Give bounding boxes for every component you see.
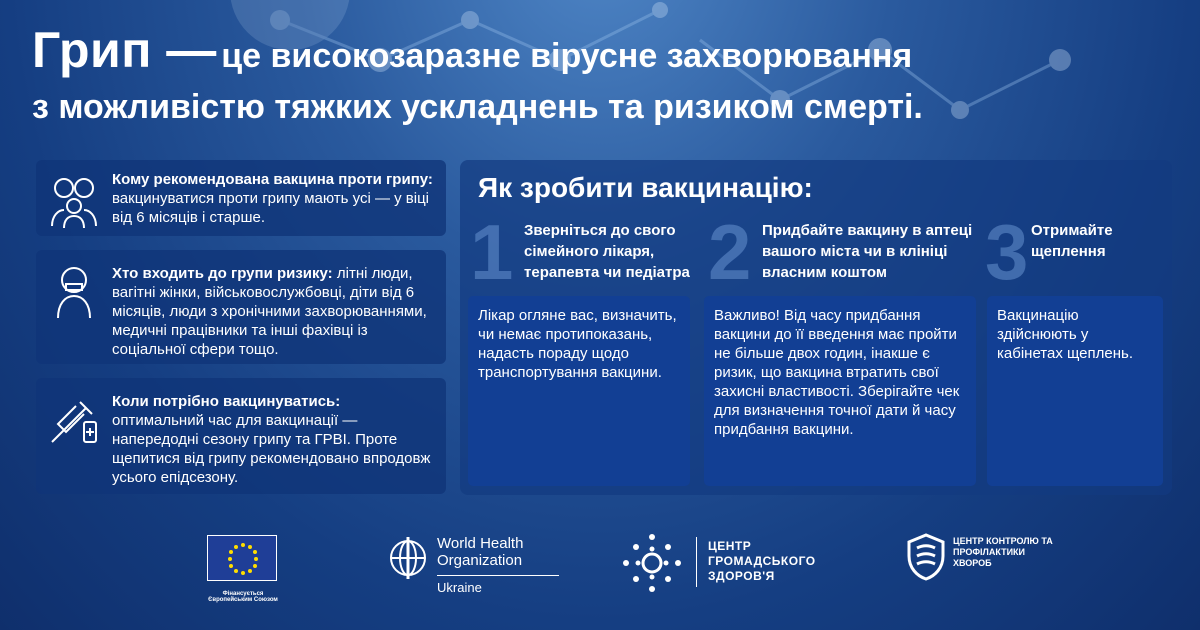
step-1-number: 1 (470, 208, 514, 296)
step-3-heading: Отримайте щеплення (1031, 222, 1113, 260)
syringe-icon (46, 388, 102, 448)
title-rest: це високозаразне вірусне захворювання (221, 37, 913, 75)
how-title: Як зробити вакцинацію: (478, 172, 813, 203)
card-when (36, 378, 446, 494)
who-name: World Health Organization (437, 535, 524, 569)
phc-name: ЦЕНТР ГРОМАДСЬКОГО ЗДОРОВ'Я (708, 539, 816, 583)
step-1-detail: Лікар огляне вас, визначить, чи немає протипоказань, надасть пораду щодо транспортування вакцини. (468, 296, 690, 486)
card-when-heading: Коли потрібно вакцинуватись: (112, 393, 341, 410)
step-3-detail: Вакцинацію здійснюють у кабінетах щеплень. (987, 296, 1163, 486)
step-1-heading: Зверніться до свого сімейного лікаря, терапевта чи педіатра (524, 222, 690, 281)
step-2-number: 2 (708, 208, 752, 296)
cdc-logo (905, 532, 1053, 587)
family-icon (46, 170, 102, 230)
phc-divider (696, 537, 697, 587)
eu-flag-logo (207, 535, 277, 581)
card-risk-group (36, 250, 446, 364)
step-2-heading: Придбайте вакцину в аптеці вашого міста чи в клініці власним коштом (762, 222, 973, 281)
phc-emblem-icon (620, 531, 684, 595)
risk-group-icon (46, 260, 102, 320)
phc-logo (620, 531, 816, 600)
step-3-number: 3 (985, 208, 1029, 296)
page-title (32, 22, 1172, 127)
cdc-name: ЦЕНТР КОНТРОЛЮ ТА ПРОФІЛАКТИКИ ХВОРОБ (953, 536, 1053, 568)
card-risk-heading: Хто входить до групи ризику: (112, 265, 337, 282)
who-country: Ukraine (437, 580, 482, 595)
who-divider (437, 575, 559, 576)
title-strong: Грип — (32, 22, 217, 78)
card-recommended-text: вакцинуватися проти грипу мають усі — у віці від 6 місяців і старше. (112, 190, 430, 226)
title-line2: з можливістю тяжких ускладнень та ризиком смерті. (32, 88, 923, 126)
card-risk-text: літні люди, вагітні жінки, військовослужбовці, діти від 6 місяців, люди з хронічними захворюваннями, медичні працівники та інші фахівці із соціальної сфери тощо. (112, 265, 427, 358)
who-emblem-icon (385, 535, 431, 581)
card-recommended (36, 160, 446, 236)
cdc-shield-icon (905, 532, 947, 582)
step-2-detail: Важливо! Від часу придбання вакцини до її введення має пройти не більше двох годин, інакше є ризик, що вакцина втратить свої захисні властивості. Зберігайте чек для визначення точної дати й часу придбання вакцини. (704, 296, 976, 486)
card-when-text: оптимальний час для вакцинації — напередодні сезону грипу та ГРВІ. Проте щепитися від грипу рекомендовано впродовж усього епідсезону. (112, 412, 431, 486)
who-logo (385, 535, 524, 595)
card-recommended-heading: Кому рекомендована вакцина проти грипу: (112, 171, 433, 188)
eu-caption: Фінансується Європейським Союзом (208, 591, 278, 603)
